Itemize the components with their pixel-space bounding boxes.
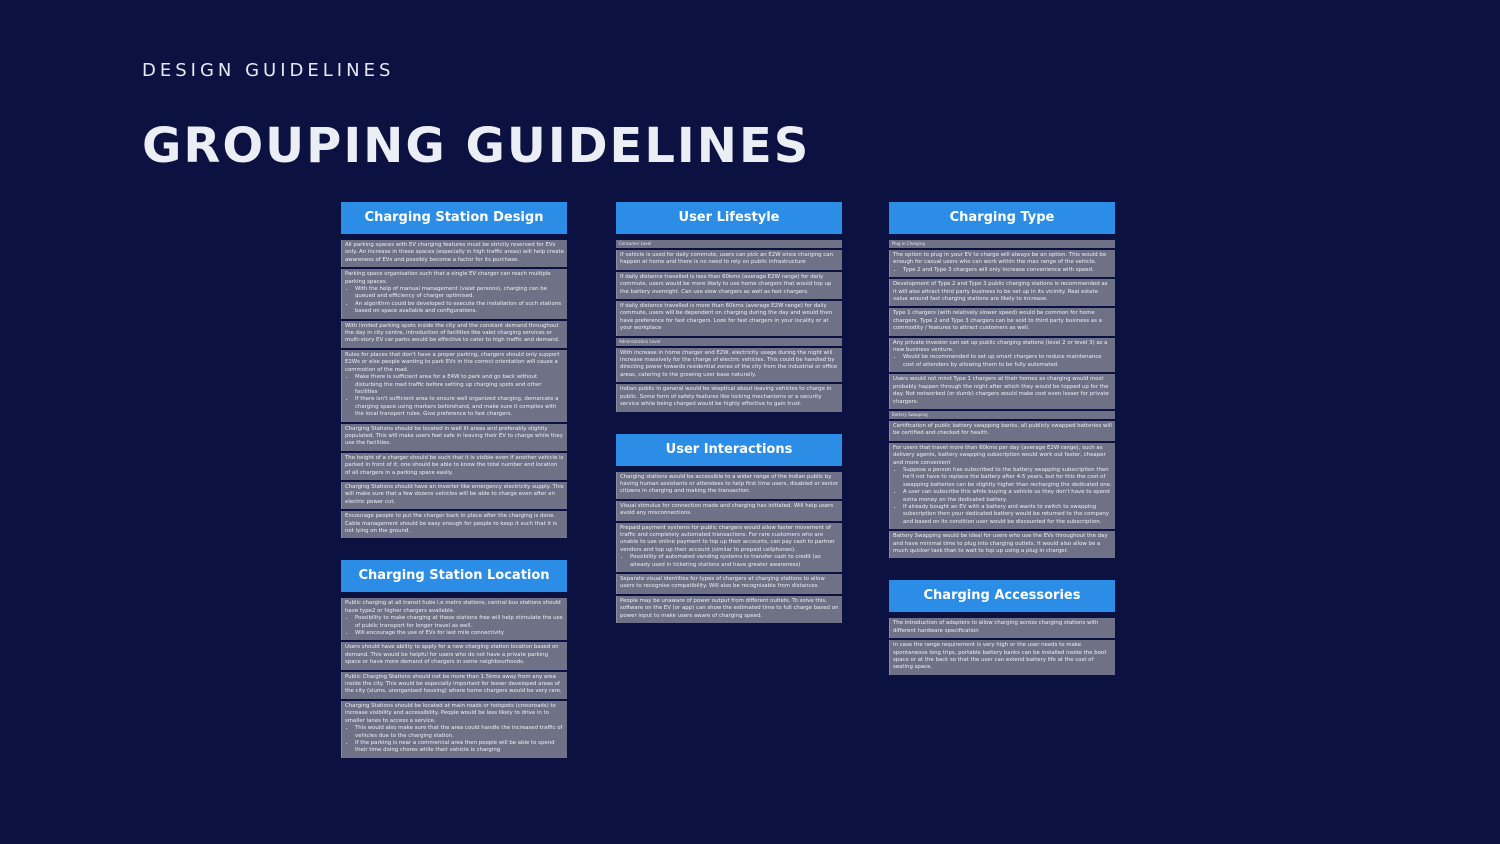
guideline-bullets xyxy=(893,267,1112,274)
guideline-bullet: • Will encourage the use of EVs for last mile connectivity xyxy=(355,630,564,637)
guideline-card xyxy=(616,384,842,411)
eyebrow-label: DESIGN GUIDELINES xyxy=(142,60,395,81)
group-heading: Charging Accessories xyxy=(889,580,1115,612)
guideline-card xyxy=(889,618,1115,638)
guideline-group xyxy=(341,560,567,757)
guideline-text: Rules for places that don't have a proper parking, chargers should only support E2Ws or else people wanting to park EVs in the correct orientation will cause a commotion of the road. xyxy=(345,351,560,373)
guideline-bullets xyxy=(620,554,839,569)
guideline-card xyxy=(889,250,1115,277)
guideline-text: Users would not mind Type 1 chargers at their homes as charging would most probably happen through the night after which they would be topped up for the day. Not networked (or dumb) chargers would make cost even lesser for private chargers. xyxy=(893,376,1109,405)
guideline-bullet: • Suppose a person has subscribed to the battery swapping subscription then he'll not have to replace the battery after 4-5 years, but for this the cost of swapping batteries can be slightly higher than recharging the dedicated one. xyxy=(903,467,1112,489)
guideline-card xyxy=(889,338,1115,373)
guideline-card xyxy=(341,511,567,538)
guideline-card xyxy=(616,250,842,270)
guideline-card xyxy=(889,640,1115,675)
guideline-text: Users should have ability to apply for a new charging station location based on demand. This would be helpful for users who do not have a private parking space or have more demand of chargers in some neighbourhoods. xyxy=(345,644,559,666)
guideline-bullets xyxy=(345,615,564,637)
guideline-text: Parking space organisation such that a single EV charger can reach multiple parking spaces. xyxy=(345,271,551,285)
guideline-bullets xyxy=(345,725,564,755)
sub-section-label: Administration Level xyxy=(616,338,842,346)
guideline-text: Development of Type 2 and Type 3 public charging stations is recommended as it will also attract third party business to be set up in its vicinity. Real estate value around fast charging stations are likely to increase. xyxy=(893,281,1108,303)
guideline-card xyxy=(341,701,567,758)
guideline-bullet: • A user can subscribe this while buying a vehicle so they don't have to spend extra money on the dedicated battery. xyxy=(903,489,1112,504)
guideline-group xyxy=(616,434,842,624)
guideline-bullet: • If already bought an EV with a battery and wants to switch to swapping subscription then your dedicated battery would be returned to the company and based on its condition user would be discounted for the subscription. xyxy=(903,504,1112,526)
guideline-text: People may be unaware of power output from different outlets. To solve this, software on the EV (or app) can show the estimated time to full charge based on power input to make users aware of charging speed. xyxy=(620,597,839,619)
guideline-text: The option to plug in your EV to charge will always be an option. This would be enough for casual users who can work within the max range of the vehicle. xyxy=(893,252,1107,266)
guideline-card xyxy=(889,279,1115,306)
guideline-bullet: • Possibility of automated vending systems to transfer cash to credit (as already used in ticketing stations and have greater awareness) xyxy=(630,554,839,569)
guideline-text: Battery Swapping would be ideal for users who use the EVs throughout the day and have minimal time to plug into charging outlets. It would also allow be a much quicker task than to wait to top up using a plug in charger. xyxy=(893,533,1108,554)
guideline-bullets xyxy=(893,467,1112,526)
guideline-text: All parking spaces with EV charging features must be strictly reserved for EVs only. An increase in these spaces (especially in high traffic areas) will help create awareness of EVs and possibly become a factor for its purchase. xyxy=(345,242,564,263)
column-3 xyxy=(889,202,1115,697)
guideline-bullet: • An algorithm could be developed to execute the installation of such stations based on space available and configurations. xyxy=(355,301,564,316)
guideline-card xyxy=(341,321,567,348)
guideline-card xyxy=(341,598,567,640)
guideline-card xyxy=(341,642,567,669)
guideline-card xyxy=(341,350,567,422)
guideline-text: In case the range requirement is very high or the user needs to make spontaneous long trips, portable battery banks can be installed inside the boot space or at the back so that the user can extend battery life at the cost of seating space. xyxy=(893,642,1107,671)
guideline-bullet: • Possibility to make charging at these stations free will help stimulate the use of public transport for longer travel as well. xyxy=(355,615,564,630)
guideline-card xyxy=(341,672,567,699)
guideline-card xyxy=(889,531,1115,558)
guideline-text: Encourage people to put the charger back in place after the charging is done. Cable management should be easy enough for people to keep it such that it is not lying on the ground. xyxy=(345,513,558,534)
guideline-text: With increase in home charger and E2W, electricity usage during the night will increase massively for the charge of electric vehicles. This could be handled by directing power towards residential zones of the city from the industrial or office areas, catering to the growing user base naturally. xyxy=(620,349,838,378)
guideline-text: Visual stimulus for connection made and charging has initiated. Will help users avoid any misconnections. xyxy=(620,502,834,517)
guideline-text: Charging Stations should be located at main roads or hotspots (crossroads) to increase visibility and accessibility. People would be less likely to drive in to smaller lanes to access a service. xyxy=(345,702,556,724)
guideline-text: With limited parking spots inside the city and the constant demand throughout the day in city centre, introduction of facilities like valet charging services or multi-story EV car parks would be effective to cater to high traffic and demand. xyxy=(345,322,560,344)
group-heading: User Interactions xyxy=(616,434,842,466)
group-heading: Charging Station Design xyxy=(341,202,567,234)
guideline-card xyxy=(616,272,842,299)
guideline-card xyxy=(341,482,567,509)
sub-section-label: Battery Swapping xyxy=(889,411,1115,419)
guideline-card xyxy=(616,301,842,336)
guideline-card xyxy=(889,374,1115,409)
guideline-card xyxy=(889,308,1115,335)
guideline-group xyxy=(341,202,567,538)
guideline-text: If daily distance travelled is more than 60kms (average E2W range) for daily commute, users will be dependent on charging during the day and would then have preference for fast chargers. Look for fast chargers in your locality or at your workplace xyxy=(620,303,833,332)
guideline-card xyxy=(616,501,842,521)
guideline-bullet: • If there isn't sufficient area to ensure well organized charging, demarcate a charging space using markers beforehand, and make sure it complies with the local transport rules. Give preference to fast chargers. xyxy=(355,396,564,418)
group-heading: User Lifestyle xyxy=(616,202,842,234)
guideline-text: Charging Stations should have an inverter like emergency electricity supply. This will make sure that a few dozens vehicles will be able to charge even after an electric power cut. xyxy=(345,483,564,505)
guideline-card xyxy=(616,472,842,499)
guideline-card xyxy=(341,424,567,451)
guideline-text: The introduction of adapters to allow charging across charging stations with different hardware specification xyxy=(893,620,1099,634)
group-heading: Charging Type xyxy=(889,202,1115,234)
guideline-card xyxy=(341,453,567,480)
guideline-bullets xyxy=(345,286,564,316)
guideline-bullet: • If the parking is near a commercial area then people will be able to spend their time doing chores while their vehicle is charging xyxy=(355,740,564,755)
column-2 xyxy=(616,202,842,645)
guideline-text: Charging Stations should be located in well lit areas and preferably slightly populated. This will make users feel safe in leaving their EV to charge while they use the facilities. xyxy=(345,425,563,447)
guideline-group xyxy=(889,202,1115,558)
guideline-bullet: • Would be recommended to set up smart chargers to reduce maintenance cost of attenders by allowing them to be fully automated. xyxy=(903,354,1112,369)
guideline-card xyxy=(341,269,567,318)
guideline-text: Type 1 chargers (with relatively slower speed) would be common for home chargers. Type 2 and Type 3 chargers can be sold to third party business as a commodity / features to attract customers as well. xyxy=(893,310,1102,332)
guideline-bullet: • Type 2 and Type 3 chargers will only increase convenience with speed. xyxy=(903,267,1112,274)
guideline-text: The height of a charger should be such that it is visible even if another vehicle is parked in front of it; one should be able to know the total number and location of all chargers in a parking space easily. xyxy=(345,454,564,476)
guideline-card xyxy=(616,574,842,594)
guideline-text: For users that travel more than 60kms per day (average E2W range), such as delivery agents, battery swapping subscription would work out faster, cheaper and more convenient xyxy=(893,444,1106,466)
guideline-card xyxy=(341,240,567,267)
guideline-card xyxy=(616,348,842,383)
guideline-card xyxy=(889,443,1115,529)
guideline-text: Public Charging Stations should not be more than 1.5kms away from any area inside the city. This would be especially important for lesser developed areas of the city (slums, unorganised housing) where home chargers would be very rare. xyxy=(345,673,562,695)
guideline-card xyxy=(616,523,842,572)
column-1 xyxy=(341,202,567,780)
guideline-text: Indian public in general would be skeptical about leaving vehicles to charge in public. Some form of safety features like locking mechanisms or a security service while being charged would be highly effective to gain trust. xyxy=(620,386,832,408)
guideline-text: Any private investor can set up public charging stations (level 2 or level 3) as a new business venture. xyxy=(893,339,1108,354)
guideline-bullets xyxy=(893,354,1112,369)
guideline-text: If daily distance travelled is less than 60kms (average E2W range) for daily commute, users would be more likely to use home chargers that would top up the battery overnight. Can use slow chargers as well as fast chargers. xyxy=(620,273,832,295)
guideline-bullet: • This would also make sure that the area could handle the increased traffic of vehicles due to the charging station. xyxy=(355,725,564,740)
guideline-text: Prepaid payment systems for public chargers would allow faster movement of traffic and completely automated transactions. For rare customers who are unable to use online payment to top up their accounts, can pay cash to partner vendors and top up their account (similar to prepaid cellphones). xyxy=(620,524,835,553)
guideline-bullets xyxy=(345,374,564,418)
guideline-bullet: • Make there is sufficient area for a E4W to park and go back without disturbing the road traffic before setting up charging spots and other facilities xyxy=(355,374,564,396)
guideline-text: Certification of public battery swapping banks, all publicly swapped batteries will be certified and checked for health. xyxy=(893,422,1112,437)
guideline-text: If vehicle is used for daily commute, users can pick an E2W since charging can happen at home and there is no need to rely on public infrastructure xyxy=(620,252,833,266)
guideline-card xyxy=(616,596,842,623)
page-title: GROUPING GUIDELINES xyxy=(142,118,811,174)
guideline-text: Separate visual identities for types of chargers at charging stations to allow users to recognise compatibility. Will also be recognisable from distances. xyxy=(620,575,825,590)
guideline-text: Public charging at all transit hubs i.e metro stations, central bus stations should have type2 or higher chargers available. xyxy=(345,600,561,614)
guideline-text: Charging stations would be accessible to a wider range of the Indian public by having human assistants or attendees to help first time users, disabled or senior citizens in charging and making the transaction. xyxy=(620,473,839,495)
group-heading: Charging Station Location xyxy=(341,560,567,592)
guideline-card xyxy=(889,421,1115,441)
sub-section-label: Consumer Level xyxy=(616,240,842,248)
guideline-bullet: • With the help of manual management (valet persons), charging can be queued and efficiency of charger optimised. xyxy=(355,286,564,301)
sub-section-label: Plug in Charging xyxy=(889,240,1115,248)
guideline-group xyxy=(616,202,842,412)
guideline-group xyxy=(889,580,1115,674)
